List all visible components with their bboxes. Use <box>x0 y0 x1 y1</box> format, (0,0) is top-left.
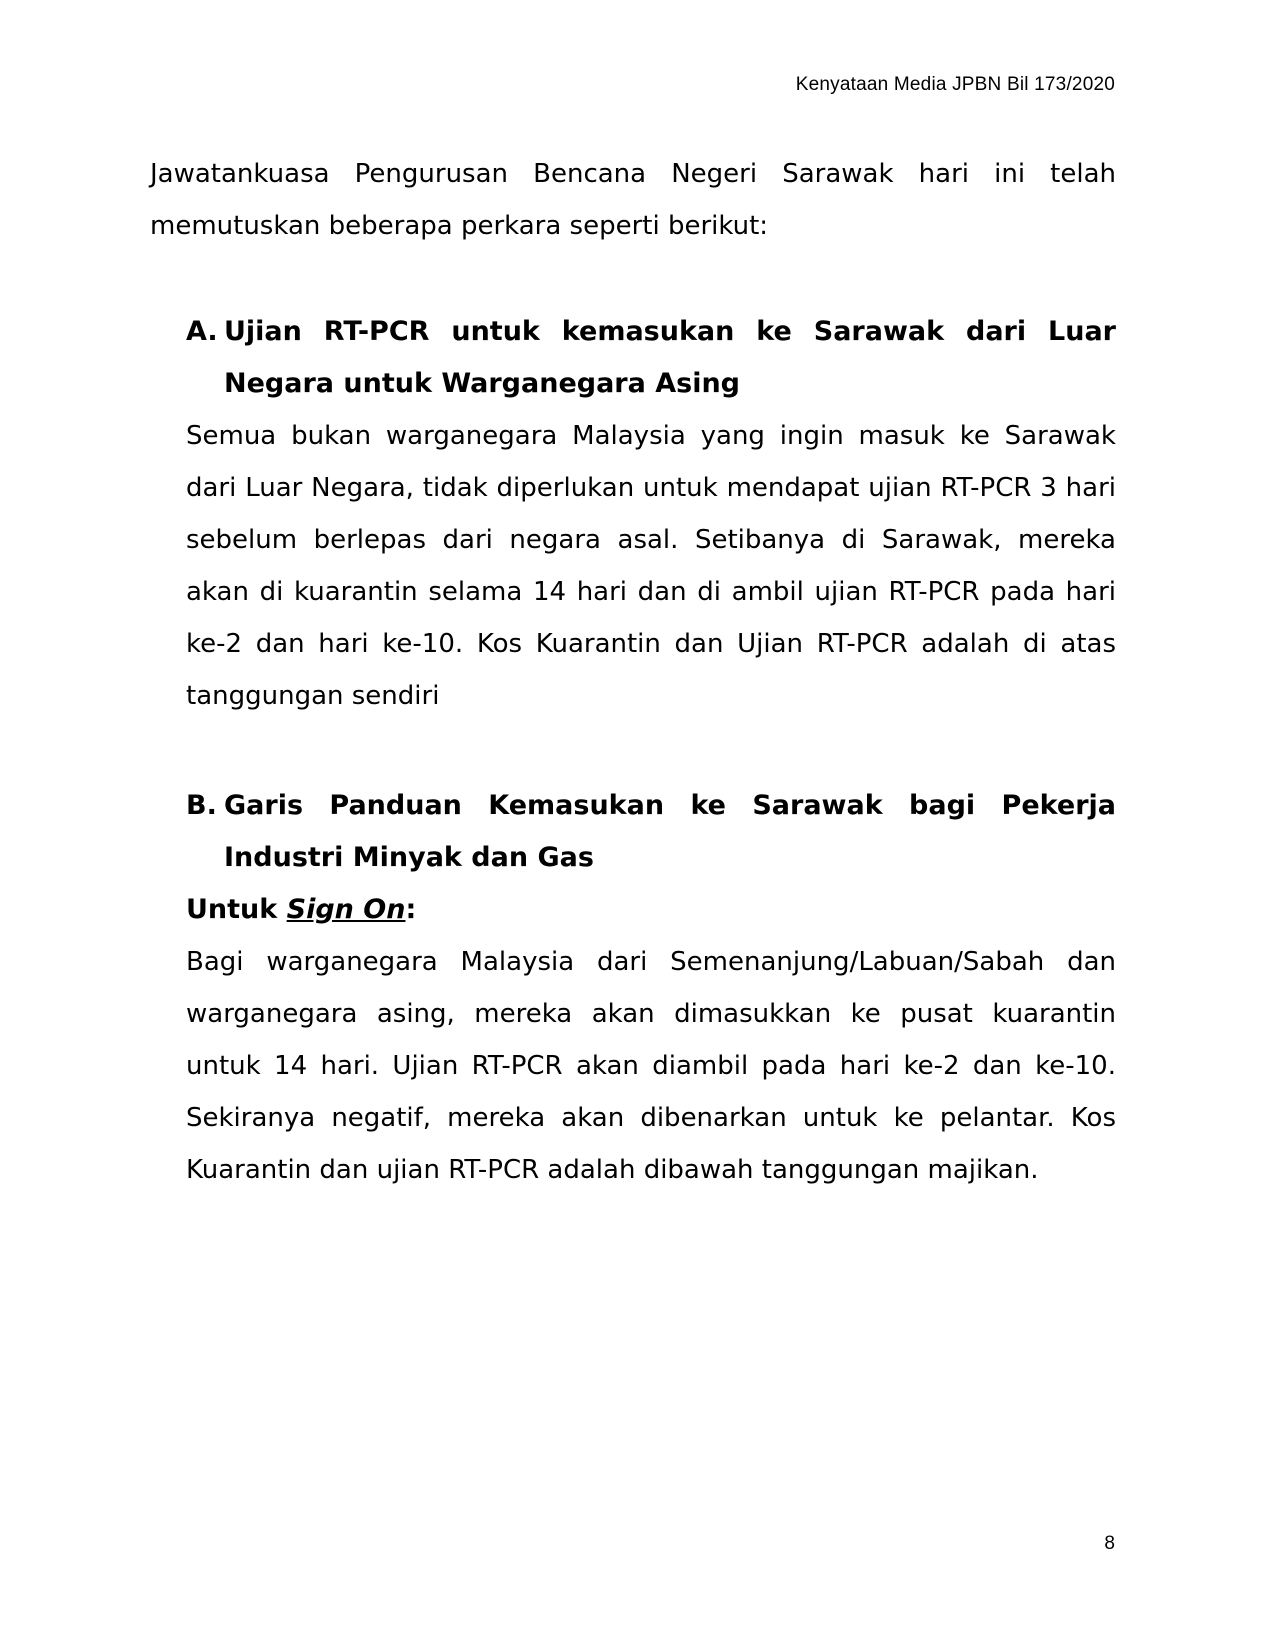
section-a-title: Ujian RT-PCR untuk kemasukan ke Sarawak dari Luar Negara untuk Warganegara Asing <box>224 316 1116 399</box>
section-b-subheading <box>186 884 1116 936</box>
section-b-title: Garis Panduan Kemasukan ke Sarawak bagi Pekerja Industri Minyak dan Gas <box>224 790 1116 873</box>
section-a-body: Semua bukan warganegara Malaysia yang ingin masuk ke Sarawak dari Luar Negara, tidak diperlukan untuk mendapat ujian RT-PCR 3 hari sebelum berlepas dari negara asal. Setibanya di Sarawak, mereka akan di kuarantin selama 14 hari dan di ambil ujian RT-PCR pada hari ke-2 dan hari ke-10. Kos Kuarantin dan Ujian RT-PCR adalah di atas tanggungan sendiri <box>186 421 1116 711</box>
subheading-prefix: Untuk <box>186 894 287 925</box>
document-reference: Kenyataan Media JPBN Bil 173/2020 <box>795 74 1115 95</box>
section-b-letter: B. <box>186 790 217 821</box>
intro-paragraph: Jawatankuasa Pengurusan Bencana Negeri Sarawak hari ini telah memutuskan beberapa perkara seperti berikut: <box>150 159 1116 241</box>
section-b-heading <box>186 780 1116 884</box>
section-a <box>186 306 1116 722</box>
section-b <box>186 780 1116 1196</box>
page-number: 8 <box>1104 1533 1115 1554</box>
section-a-heading <box>186 306 1116 410</box>
subheading-emphasis: Sign On <box>286 894 406 925</box>
section-a-letter: A. <box>186 316 218 347</box>
section-b-body: Bagi warganegara Malaysia dari Semenanjung/Labuan/Sabah dan warganegara asing, mereka akan dimasukkan ke pusat kuarantin untuk 14 hari. Ujian RT-PCR akan diambil pada hari ke-2 dan ke-10. Sekiranya negatif, mereka akan dibenarkan untuk ke pelantar. Kos Kuarantin dan ujian RT-PCR adalah dibawah tanggungan majikan. <box>186 947 1116 1185</box>
subheading-suffix: : <box>405 894 417 925</box>
